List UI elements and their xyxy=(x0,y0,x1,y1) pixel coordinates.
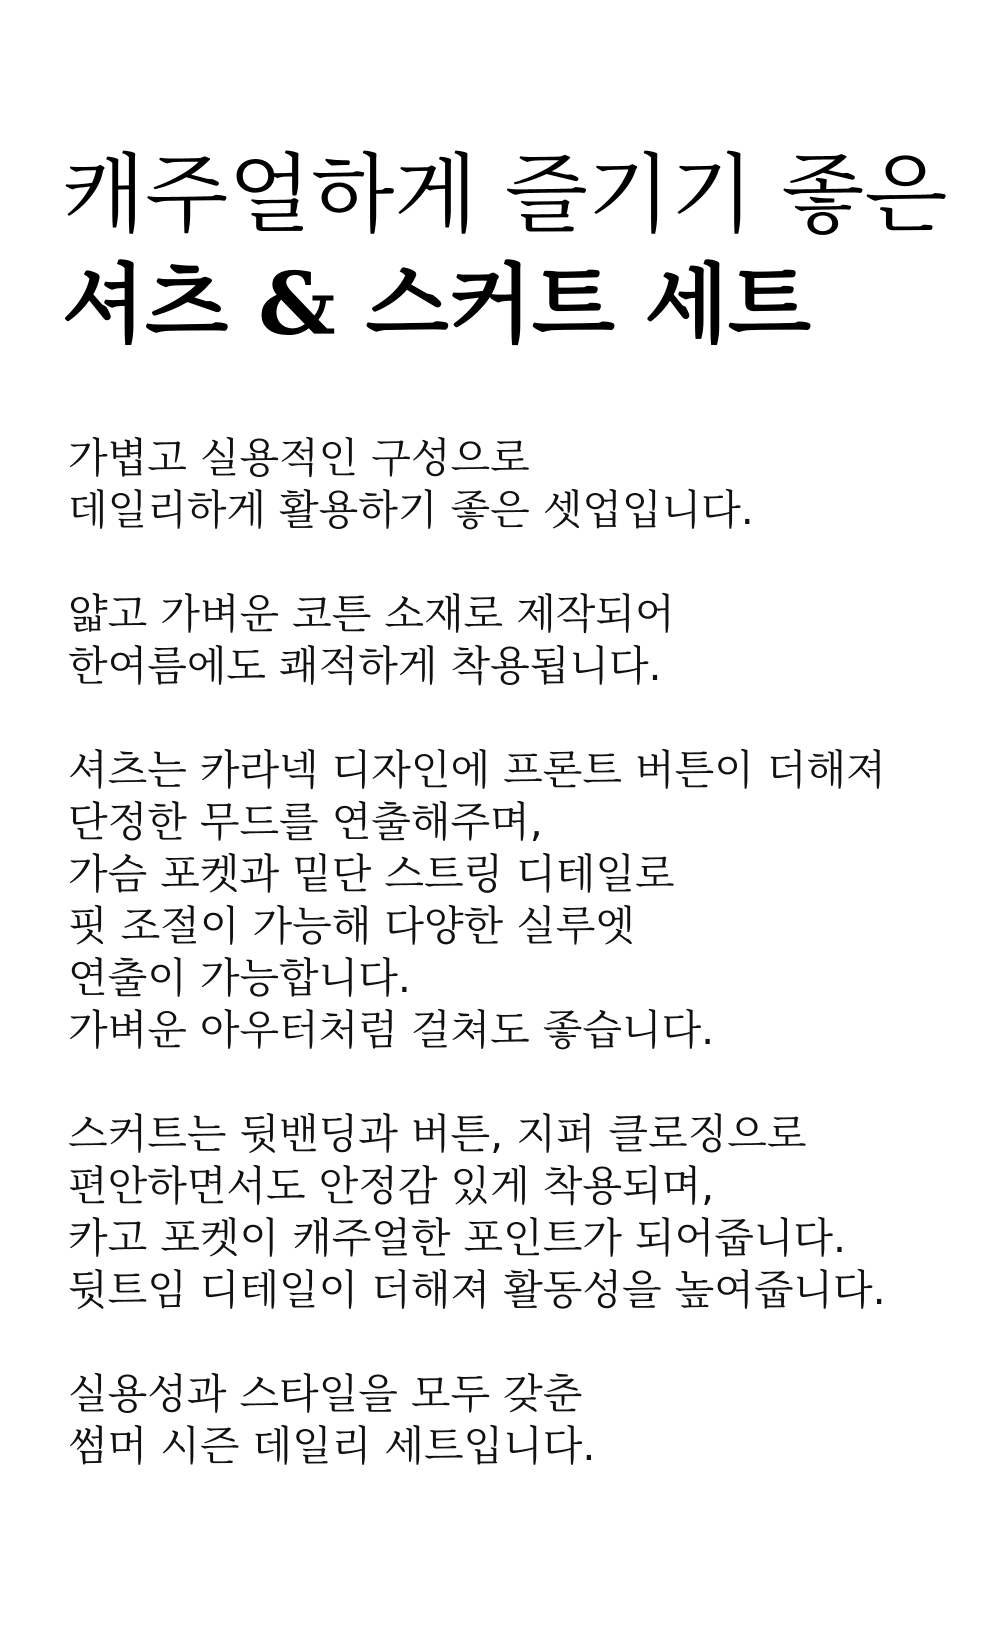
text-line: 가슴 포켓과 밑단 스트링 디테일로 xyxy=(68,850,675,898)
text-line: 뒷트임 디테일이 더해져 활동성을 높여줍니다. xyxy=(68,1266,886,1314)
text-line: 카고 포켓이 캐주얼한 포인트가 되어줍니다. xyxy=(68,1214,847,1262)
headline-line-1: 캐주얼하게 즐기기 좋은 xyxy=(62,145,948,245)
text-line: 가벼운 아우터처럼 걸쳐도 좋습니다. xyxy=(68,1006,715,1054)
paragraph-material xyxy=(68,588,988,692)
product-description xyxy=(68,432,988,1472)
text-line: 셔츠는 카라넥 디자인에 프론트 버튼이 더해져 xyxy=(68,746,886,794)
text-line: 가볍고 실용적인 구성으로 xyxy=(68,434,530,482)
paragraph-shirt xyxy=(68,744,988,1056)
text-line: 핏 조절이 가능해 다양한 실루엣 xyxy=(68,902,636,950)
headline-line-2: 셔츠 & 스커트 세트 xyxy=(62,254,811,355)
text-line: 단정한 무드를 연출해주며, xyxy=(68,798,543,846)
paragraph-overview xyxy=(68,432,988,536)
text-line: 썸머 시즌 데일리 세트입니다. xyxy=(68,1422,596,1470)
text-line: 얇고 가벼운 코튼 소재로 제작되어 xyxy=(68,590,675,638)
text-line: 데일리하게 활용하기 좋은 셋업입니다. xyxy=(68,486,754,534)
paragraph-skirt xyxy=(68,1108,988,1316)
headline xyxy=(62,140,982,360)
text-line: 스커트는 뒷밴딩과 버튼, 지퍼 클로징으로 xyxy=(68,1110,807,1158)
paragraph-summary xyxy=(68,1368,988,1472)
text-line: 실용성과 스타일을 모두 갖춘 xyxy=(68,1370,583,1418)
text-line: 연출이 가능합니다. xyxy=(68,954,411,1002)
text-line: 편안하면서도 안정감 있게 착용되며, xyxy=(68,1162,715,1210)
text-line: 한여름에도 쾌적하게 착용됩니다. xyxy=(68,642,662,690)
